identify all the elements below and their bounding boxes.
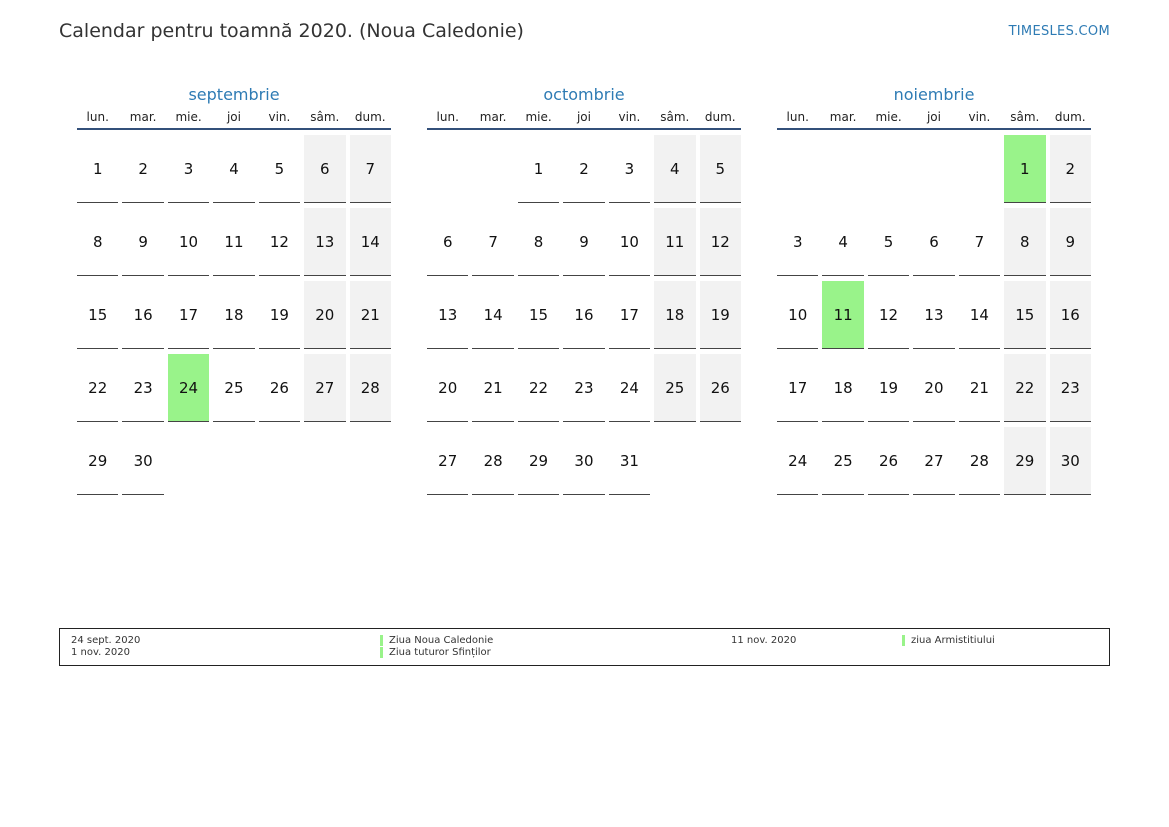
weekday-label: sâm.	[1010, 110, 1040, 124]
day-cell[interactable]: 26	[868, 427, 909, 495]
day-cell[interactable]: 25	[213, 354, 254, 422]
weekday-label: vin.	[618, 110, 641, 124]
day-cell[interactable]: 3	[777, 208, 818, 276]
week-row	[427, 427, 741, 495]
empty-cell	[959, 135, 1000, 203]
weekday-label: dum.	[704, 110, 736, 124]
day-cell[interactable]: 20	[427, 354, 468, 422]
page-title: Calendar pentru toamnă 2020. (Noua Caledonie)	[59, 20, 524, 42]
day-cell[interactable]: 24	[777, 427, 818, 495]
holiday-day-cell[interactable]: 1	[1004, 135, 1045, 203]
day-cell[interactable]: 28	[350, 354, 391, 422]
week-row	[427, 135, 741, 203]
holiday-day-cell[interactable]: 11	[822, 281, 863, 349]
day-cell[interactable]: 3	[609, 135, 650, 203]
day-cell[interactable]: 1	[77, 135, 118, 203]
day-grid	[777, 135, 1091, 495]
weekday-label: sâm.	[660, 110, 690, 124]
weekday-label: lun.	[786, 110, 809, 124]
day-cell[interactable]: 31	[609, 427, 650, 495]
day-cell[interactable]: 30	[122, 427, 163, 495]
day-cell[interactable]: 7	[350, 135, 391, 203]
header-divider	[77, 128, 391, 130]
empty-cell	[868, 135, 909, 203]
weekday-header	[77, 108, 391, 128]
legend-date: 11 nov. 2020	[731, 635, 797, 646]
week-row	[777, 281, 1091, 349]
day-cell[interactable]: 14	[959, 281, 1000, 349]
empty-cell	[213, 427, 254, 495]
day-cell[interactable]: 15	[77, 281, 118, 349]
weekday-label: vin.	[268, 110, 291, 124]
weekday-header	[777, 108, 1091, 128]
week-row	[427, 208, 741, 276]
day-cell[interactable]: 3	[168, 135, 209, 203]
day-cell[interactable]: 19	[259, 281, 300, 349]
day-cell[interactable]: 21	[350, 281, 391, 349]
day-cell[interactable]: 28	[959, 427, 1000, 495]
day-cell[interactable]: 20	[913, 354, 954, 422]
empty-cell	[168, 427, 209, 495]
day-cell[interactable]: 27	[304, 354, 345, 422]
legend-name: Ziua Noua Caledonie	[380, 635, 493, 646]
week-row	[77, 135, 391, 203]
month-0	[77, 84, 391, 495]
day-cell[interactable]: 17	[777, 354, 818, 422]
weekday-label: lun.	[86, 110, 109, 124]
week-row	[77, 427, 391, 495]
day-cell[interactable]: 15	[518, 281, 559, 349]
day-cell[interactable]: 17	[609, 281, 650, 349]
day-cell[interactable]: 5	[868, 208, 909, 276]
day-cell[interactable]: 8	[1004, 208, 1045, 276]
weekday-label: mie.	[175, 110, 202, 124]
day-cell[interactable]: 12	[700, 208, 741, 276]
empty-cell	[427, 135, 468, 203]
header-divider	[427, 128, 741, 130]
week-row	[777, 354, 1091, 422]
day-cell[interactable]: 4	[822, 208, 863, 276]
weekday-label: sâm.	[310, 110, 340, 124]
day-cell[interactable]: 26	[259, 354, 300, 422]
weekday-header	[427, 108, 741, 128]
weekday-label: dum.	[1054, 110, 1086, 124]
day-cell[interactable]: 30	[563, 427, 604, 495]
day-cell[interactable]: 5	[700, 135, 741, 203]
day-cell[interactable]: 29	[1004, 427, 1045, 495]
weekday-label: joi	[226, 110, 241, 124]
day-cell[interactable]: 29	[77, 427, 118, 495]
day-cell[interactable]: 23	[563, 354, 604, 422]
day-cell[interactable]: 24	[609, 354, 650, 422]
day-cell[interactable]: 4	[213, 135, 254, 203]
day-cell[interactable]: 10	[609, 208, 650, 276]
day-cell[interactable]: 19	[700, 281, 741, 349]
day-cell[interactable]: 6	[304, 135, 345, 203]
month-name: noiembrie	[893, 85, 975, 104]
day-cell[interactable]: 10	[168, 208, 209, 276]
day-cell[interactable]: 21	[472, 354, 513, 422]
week-row	[427, 281, 741, 349]
day-cell[interactable]: 13	[427, 281, 468, 349]
weekday-label: mie.	[525, 110, 552, 124]
weekday-label: mie.	[875, 110, 902, 124]
day-cell[interactable]: 29	[518, 427, 559, 495]
day-cell[interactable]: 9	[1050, 208, 1091, 276]
day-cell[interactable]: 8	[77, 208, 118, 276]
day-cell[interactable]: 23	[122, 354, 163, 422]
weekday-label: dum.	[354, 110, 386, 124]
day-cell[interactable]: 30	[1050, 427, 1091, 495]
empty-cell	[304, 427, 345, 495]
day-cell[interactable]: 2	[1050, 135, 1091, 203]
empty-cell	[777, 135, 818, 203]
site-link[interactable]: TIMESLES.COM	[1008, 24, 1110, 39]
weekday-label: joi	[576, 110, 591, 124]
day-cell[interactable]: 18	[822, 354, 863, 422]
day-cell[interactable]: 19	[868, 354, 909, 422]
day-cell[interactable]: 6	[913, 208, 954, 276]
week-row	[777, 135, 1091, 203]
legend-date: 24 sept. 2020	[71, 635, 141, 646]
empty-cell	[913, 135, 954, 203]
day-cell[interactable]: 12	[259, 208, 300, 276]
day-cell[interactable]: 2	[122, 135, 163, 203]
day-cell[interactable]: 16	[122, 281, 163, 349]
day-cell[interactable]: 26	[700, 354, 741, 422]
day-cell[interactable]: 25	[822, 427, 863, 495]
day-cell[interactable]: 17	[168, 281, 209, 349]
empty-cell	[700, 427, 741, 495]
day-cell[interactable]: 18	[654, 281, 695, 349]
empty-cell	[259, 427, 300, 495]
day-cell[interactable]: 21	[959, 354, 1000, 422]
day-cell[interactable]: 1	[518, 135, 559, 203]
day-cell[interactable]: 4	[654, 135, 695, 203]
week-row	[427, 354, 741, 422]
day-cell[interactable]: 28	[472, 427, 513, 495]
week-row	[777, 208, 1091, 276]
day-cell[interactable]: 27	[913, 427, 954, 495]
day-cell[interactable]: 11	[654, 208, 695, 276]
day-cell[interactable]: 18	[213, 281, 254, 349]
day-cell[interactable]: 27	[427, 427, 468, 495]
empty-cell	[822, 135, 863, 203]
day-cell[interactable]: 25	[654, 354, 695, 422]
header-divider	[777, 128, 1091, 130]
day-cell[interactable]: 22	[77, 354, 118, 422]
day-cell[interactable]: 15	[1004, 281, 1045, 349]
day-cell[interactable]: 16	[563, 281, 604, 349]
day-cell[interactable]: 2	[563, 135, 604, 203]
day-cell[interactable]: 12	[868, 281, 909, 349]
month-1	[427, 84, 741, 495]
holiday-legend	[59, 628, 1110, 666]
weekday-label: lun.	[436, 110, 459, 124]
day-cell[interactable]: 22	[1004, 354, 1045, 422]
month-2	[777, 84, 1091, 495]
holiday-day-cell[interactable]: 24	[168, 354, 209, 422]
legend-name: Ziua tuturor Sfinților	[380, 647, 491, 658]
empty-cell	[350, 427, 391, 495]
day-cell[interactable]: 23	[1050, 354, 1091, 422]
empty-cell	[472, 135, 513, 203]
weekday-label: mar.	[479, 110, 507, 124]
day-cell[interactable]: 20	[304, 281, 345, 349]
empty-cell	[654, 427, 695, 495]
month-name: septembrie	[188, 85, 280, 104]
day-cell[interactable]: 7	[959, 208, 1000, 276]
week-row	[77, 281, 391, 349]
day-cell[interactable]: 16	[1050, 281, 1091, 349]
day-cell[interactable]: 13	[304, 208, 345, 276]
week-row	[777, 427, 1091, 495]
day-cell[interactable]: 6	[427, 208, 468, 276]
day-cell[interactable]: 9	[563, 208, 604, 276]
day-cell[interactable]: 10	[777, 281, 818, 349]
week-row	[77, 208, 391, 276]
day-cell[interactable]: 9	[122, 208, 163, 276]
day-cell[interactable]: 8	[518, 208, 559, 276]
weekday-label: mar.	[129, 110, 157, 124]
day-cell[interactable]: 22	[518, 354, 559, 422]
day-cell[interactable]: 14	[350, 208, 391, 276]
legend-date: 1 nov. 2020	[71, 647, 130, 658]
day-grid	[427, 135, 741, 495]
weekday-label: joi	[926, 110, 941, 124]
week-row	[77, 354, 391, 422]
day-cell[interactable]: 7	[472, 208, 513, 276]
month-name: octombrie	[543, 85, 625, 104]
weekday-label: mar.	[829, 110, 857, 124]
day-cell[interactable]: 13	[913, 281, 954, 349]
day-cell[interactable]: 14	[472, 281, 513, 349]
day-cell[interactable]: 11	[213, 208, 254, 276]
legend-name: ziua Armistitiului	[902, 635, 995, 646]
day-cell[interactable]: 5	[259, 135, 300, 203]
weekday-label: vin.	[968, 110, 991, 124]
day-grid	[77, 135, 391, 495]
